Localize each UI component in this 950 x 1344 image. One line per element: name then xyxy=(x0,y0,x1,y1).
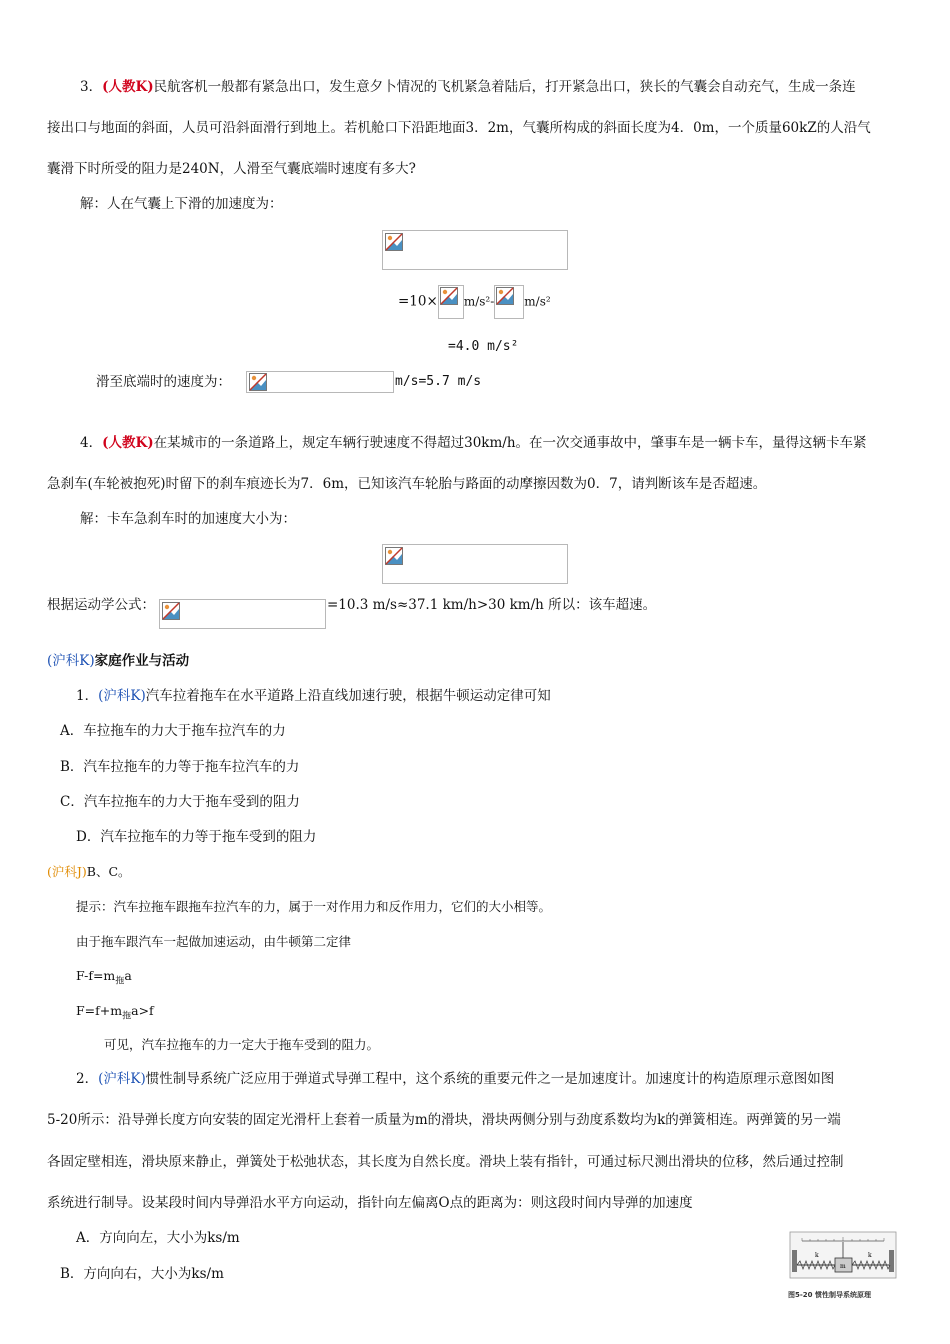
h1-option-d: D．汽车拉拖车的力等于拖车受到的阻力 xyxy=(76,829,317,845)
q3-speed-label: 滑至底端时的速度为： xyxy=(96,374,231,390)
q4-formula-label: 根据运动学公式： xyxy=(47,597,155,613)
q3-speed-formula-image xyxy=(246,371,394,393)
h1-question: 1．(沪科K)汽车拉着拖车在水平道路上沿直线加速行驶，根据牛顿运动定律可知 xyxy=(76,688,551,704)
q3-equation-1: =10× m/s²- m/s² xyxy=(398,285,551,319)
h1-hint-3: 可见，汽车拉拖车的力一定大于拖车受到的阻力。 xyxy=(104,1037,380,1052)
figure-caption: 图5-20 惯性制导系统原理 xyxy=(788,1291,871,1299)
q3-line-1: 3．(人教K)民航客机一般都有紧急出口，发生意夕卜情况的飞机紧急着陆后，打开紧急出口，狭长的气囊会自动充气，生成一条连 xyxy=(80,79,856,95)
q3-source-tag: (人教K) xyxy=(102,79,154,95)
broken-image-icon xyxy=(440,287,458,305)
h1-hint-2: 由于拖车跟汽车一起做加速运动，由牛顿第二定律 xyxy=(76,934,352,949)
h1-formula-2: $F=f+m_拖a>f$ xyxy=(76,1003,154,1022)
h2-line-4: 系统进行制导。设某段时间内导弹沿水平方向运动，指针向左偏离O点的距离为：则这段时间内导弹的加速度 xyxy=(47,1195,693,1211)
spring-constant-label-right: k xyxy=(868,1252,872,1259)
homework-heading: (沪科K)家庭作业与活动 xyxy=(47,653,190,669)
broken-image-icon xyxy=(496,287,514,305)
spring-constant-label-left: k xyxy=(815,1252,819,1259)
h1-answer: (沪科J)B、C。 xyxy=(47,864,131,879)
q3-fraction-image-2 xyxy=(494,285,524,319)
q4-formula-image xyxy=(382,544,568,584)
q4-kinematics-formula-image xyxy=(159,599,326,629)
h2-line-2: 5-20所示：沿导弹长度方向安装的固定光滑杆上套着一质量为m的滑块，滑块两侧分别与劲度系数均为k的弹簧相连。两弹簧的另一端 xyxy=(47,1112,841,1128)
broken-image-icon xyxy=(249,373,267,391)
h1-hint-1: 提示：汽车拉拖车跟拖车拉汽车的力，属于一对作用力和反作用力，它们的大小相等。 xyxy=(76,899,552,914)
h2-line-1: 2．(沪科K)惯性制导系统广泛应用于弹道式导弹工程中，这个系统的重要元件之一是加速度计。加速度计的构造原理示意图如图 xyxy=(76,1071,835,1087)
q4-source-tag: (人教K) xyxy=(102,435,154,451)
q4-solution-intro: 解：卡车急刹车时的加速度大小为： xyxy=(80,511,296,527)
broken-image-icon xyxy=(162,602,180,620)
q3-formula-image xyxy=(382,230,568,270)
broken-image-icon xyxy=(385,547,403,565)
q3-equation-2: =4.0 m/s² xyxy=(448,339,519,354)
h2-option-a: A．方向向左，大小为ks/m xyxy=(76,1230,240,1246)
q4-formula-result: =10.3 m/s≈37.1 km/h>30 km/h 所以：该车超速。 xyxy=(327,597,657,613)
h1-option-c: C．汽车拉拖车的力大于拖车受到的阻力 xyxy=(60,794,300,810)
broken-image-icon xyxy=(385,233,403,251)
h1-option-a: A．车拉拖车的力大于拖车拉汽车的力 xyxy=(60,723,286,739)
accelerometer-diagram xyxy=(788,1228,898,1284)
h1-formula-1: $F-f=m_拖a$ xyxy=(76,968,132,987)
q3-solution-intro: 解：人在气囊上下滑的加速度为： xyxy=(80,196,283,212)
figure-5-20 xyxy=(788,1228,898,1298)
q3-fraction-image-1 xyxy=(438,285,464,319)
q3-line-3: 囊滑下时所受的阻力是240N，人滑至气囊底端时速度有多大? xyxy=(47,161,416,177)
q3-line-2: 接出口与地面的斜面，人员可沿斜面滑行到地上。若机舱口下沿距地面3．2m，气囊所构成的斜面长度为4．0m，一个质量60kZ的人沿气 xyxy=(47,120,871,136)
q4-line-1: 4．(人教K)在某城市的一条道路上，规定车辆行驶速度不得超过30km/h。在一次交通事故中，肇事车是一辆卡车，量得这辆卡车紧 xyxy=(80,435,867,451)
slider-mass-label: m xyxy=(840,1263,846,1270)
q4-line-2: 急刹车(车轮被抱死)时留下的刹车痕迹长为7．6m，已知该汽车轮胎与路面的动摩擦因数为0．7，请判断该车是否超速。 xyxy=(47,476,767,492)
h2-option-b: B．方向向右，大小为ks/m xyxy=(60,1266,224,1282)
h2-line-3: 各固定壁相连，滑块原来静止，弹簧处于松弛状态，其长度为自然长度。滑块上装有指针，可通过标尺测出滑块的位移，然后通过控制 xyxy=(47,1154,844,1170)
q3-speed-result: m/s=5.7 m/s xyxy=(395,374,482,389)
h1-option-b: B．汽车拉拖车的力等于拖车拉汽车的力 xyxy=(60,759,300,775)
